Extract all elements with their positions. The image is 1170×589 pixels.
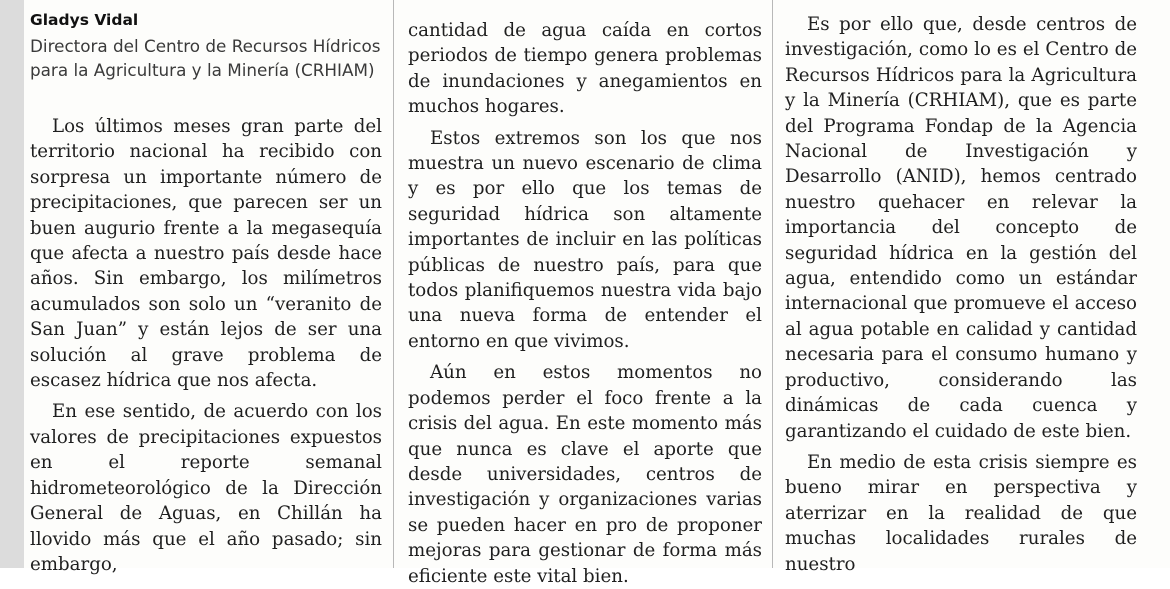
paragraph: Aún en estos momentos no podemos perder el foco frente a la crisis del agua. En este momento más que nunca es clave el aporte que desde universidades, centros de investigación y organizaciones varias se pueden hacer en pro de proponer mejoras para gestionar de forma más eficiente este vital bien. [408, 362, 762, 587]
column-2 [408, 18, 762, 589]
paragraph: Es por ello que, desde centros de investigación, como lo es el Centro de Recursos Hídricos para la Agricultura y la Minería (CRHIAM), que es parte del Programa Fondap de la Agencia Nacional de Investigación y Desarrollo (ANID), hemos centrado nuestro quehacer en relevar la importancia del concepto de seguridad hídrica en la gestión del agua, entendido como un estándar internacional que promueve el acceso al agua potable en calidad y cantidad necesaria para el consumo humano y productivo, considerando las dinámicas de cada cuenca y garantizando el cuidado de este bien. [785, 14, 1137, 442]
column-divider [393, 0, 394, 568]
page-margin-strip [0, 0, 24, 568]
paragraph: En ese sentido, de acuerdo con los valores de precipitaciones expuestos en el reporte semanal hidrometeorológico de la Dirección General de Aguas, en Chillán ha llovido más que el año pasado; sin embargo, [30, 401, 382, 575]
author-role: Directora del Centro de Recursos Hídricos para la Agricultura y la Minería (CRHIAM) [30, 36, 381, 80]
column-divider [772, 0, 773, 568]
column-3 [785, 12, 1137, 577]
paragraph: Estos extremos son los que nos muestra un nuevo escenario de clima y es por ello que los temas de seguridad hídrica son altamente importantes de incluir en las políticas públicas de nuestro país, para que todos planifiquemos nuestra vida bajo una nueva forma de entender el entorno en que vivimos. [408, 127, 762, 352]
column-1 [30, 0, 382, 577]
author-name: Gladys Vidal [30, 11, 139, 29]
paragraph: En medio de esta crisis siempre es bueno mirar en perspectiva y aterrizar en la realidad de que muchas localidades rurales de nuestro [785, 451, 1137, 575]
paragraph: cantidad de agua caída en cortos periodos de tiempo genera problemas de inundaciones y anegamientos en muchos hogares. [408, 20, 762, 118]
paragraph: Los últimos meses gran parte del territorio nacional ha recibido con sorpresa un importante número de precipitaciones, que parecen ser un buen augurio frente a la megasequía que afecta a nuestro país desde hace años. Sin embargo, los milímetros acumulados son solo un “veranito de San Juan” y están lejos de ser una solución al grave problema de escasez hídrica que nos afecta. [30, 116, 382, 392]
